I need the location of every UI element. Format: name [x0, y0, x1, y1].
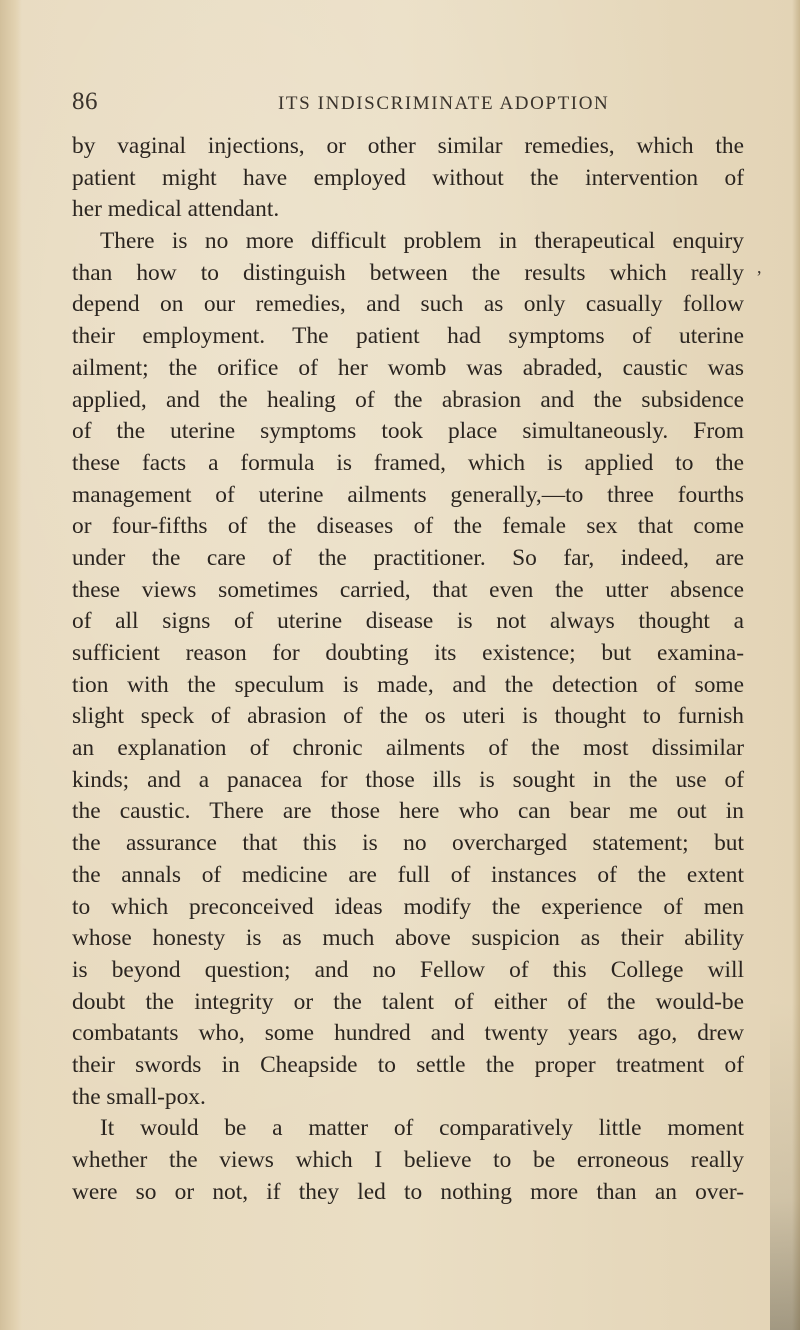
text-line: the assurance that this is no overcharged statement; but: [72, 830, 744, 857]
text-line: by vaginal injections, or other similar remedies, which the: [72, 133, 744, 159]
text-line: the annals of medicine are full of instances of the extent: [72, 861, 744, 888]
text-line: applied, and the healing of the abrasion and the subsidence: [72, 386, 744, 413]
text-line: of the uterine symptoms took place simultaneously. From: [72, 418, 744, 445]
text-line: the caustic. There are those here who can bear me out in: [72, 798, 744, 825]
text-line: combatants who, some hundred and twenty years ago, drew: [72, 1020, 744, 1047]
page-corner-shadow: [770, 1000, 800, 1330]
text-line: There is no more difficult problem in therapeutical enquiry: [100, 228, 744, 255]
text-line: ailment; the orifice of her womb was abraded, caustic was: [72, 354, 744, 381]
text-line: to which preconceived ideas modify the experience of men: [72, 893, 744, 920]
text-line: the small-pox.: [72, 1083, 206, 1110]
text-line: were so or not, if they led to nothing more than an over-: [72, 1178, 744, 1205]
text-line: their swords in Cheapside to settle the proper treatment of: [72, 1051, 744, 1078]
text-line: is beyond question; and no Fellow of this College will: [72, 956, 744, 983]
running-head: ITS INDISCRIMINATE ADOPTION: [278, 93, 610, 114]
body-text: [72, 131, 744, 1208]
text-line: whether the views which I believe to be erroneous really: [72, 1147, 744, 1173]
text-line: slight speck of abrasion of the os uteri is thought to furnish: [72, 703, 744, 730]
text-line: management of uterine ailments generally,—to three fourths: [72, 481, 744, 508]
text-line: It would be a matter of comparatively little moment: [100, 1115, 744, 1142]
page-number: 86: [72, 88, 98, 115]
text-line: these views sometimes carried, that even the utter absence: [72, 576, 744, 603]
text-line: doubt the integrity or the talent of either of the would-be: [72, 988, 744, 1015]
text-line: sufficient reason for doubting its existence; but examina-: [72, 640, 744, 666]
text-line: kinds; and a panacea for those ills is sought in the use of: [72, 766, 744, 793]
margin-mark: ,: [757, 257, 762, 277]
text-line: whose honesty is as much above suspicion as their ability: [72, 925, 744, 952]
text-line: or four-fifths of the diseases of the female sex that come: [72, 513, 744, 540]
text-line: an explanation of chronic ailments of the most dissimilar: [72, 735, 744, 762]
text-line: depend on our remedies, and such as only casually follow: [72, 291, 744, 318]
text-line: tion with the speculum is made, and the detection of some: [72, 671, 744, 698]
text-line: of all signs of uterine disease is not always thought a: [72, 608, 744, 635]
text-line: their employment. The patient had symptoms of uterine: [72, 323, 744, 350]
page-gutter-shadow: [0, 0, 22, 1330]
text-line: than how to distinguish between the results which really: [72, 259, 744, 286]
text-line: these facts a formula is framed, which is applied to the: [72, 449, 744, 476]
text-line: under the care of the practitioner. So far, indeed, are: [72, 544, 744, 571]
text-line: patient might have employed without the intervention of: [72, 164, 744, 191]
text-line: her medical attendant.: [72, 196, 280, 223]
